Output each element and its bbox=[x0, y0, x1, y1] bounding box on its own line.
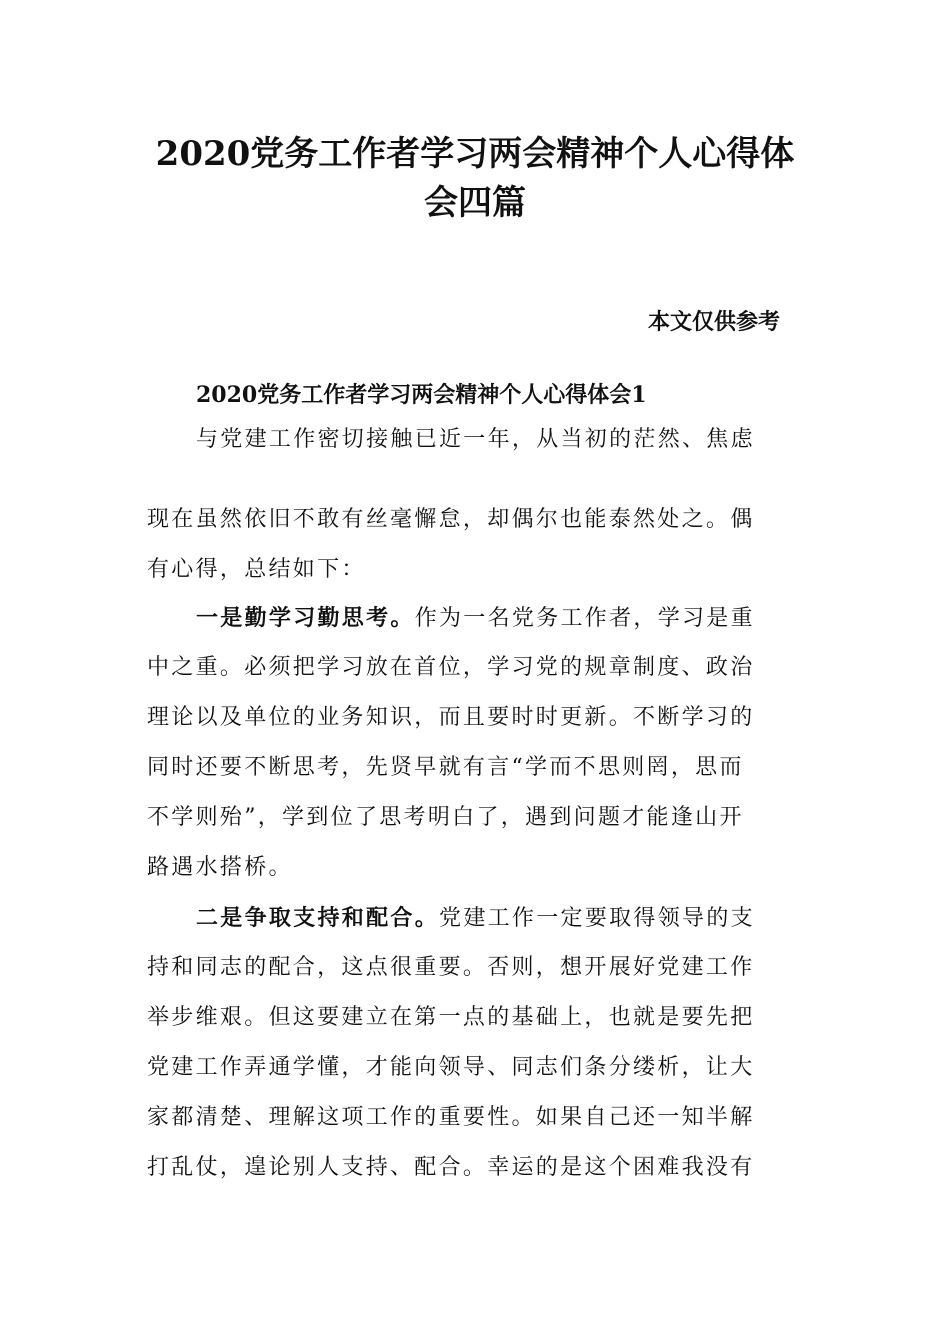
point-lead: 二是争取支持和配合。 bbox=[196, 905, 440, 931]
body-line: 同时还要不断思考，先贤早就有言“学而不思则罔，思而 bbox=[147, 755, 744, 780]
body-line: 中之重。必须把学习放在首位，学习党的规章制度、政治 bbox=[147, 655, 755, 680]
body-line: 现在虽然依旧不敢有丝毫懈怠，却偶尔也能泰然处之。偶 bbox=[147, 507, 755, 532]
section-heading: 2020党务工作者学习两会精神个人心得体会1 bbox=[196, 382, 647, 408]
body-line: 不学则殆”，学到位了思考明白了，遇到问题才能逢山开 bbox=[147, 805, 744, 830]
body-line: 举步维艰。但这要建立在第一点的基础上，也就是要先把 bbox=[147, 1005, 755, 1030]
body-line: 理论以及单位的业务知识，而且要时时更新。不断学习的 bbox=[147, 705, 755, 730]
point-lead: 一是勤学习勤思考。 bbox=[196, 605, 415, 631]
document-title-line-2: 会四篇 bbox=[424, 183, 526, 223]
body-line: 一是勤学习勤思考。作为一名党务工作者，学习是重 bbox=[196, 605, 755, 631]
body-line: 打乱仗，遑论别人支持、配合。幸运的是这个困难我没有 bbox=[147, 1155, 755, 1180]
body-line: 家都清楚、理解这项工作的重要性。如果自己还一知半解 bbox=[147, 1105, 755, 1130]
body-line: 有心得，总结如下： bbox=[147, 557, 366, 582]
body-line: 二是争取支持和配合。党建工作一定要取得领导的支 bbox=[196, 905, 755, 931]
body-line: 党建工作弄通学懂，才能向领导、同志们条分缕析，让大 bbox=[147, 1055, 755, 1080]
body-line: 持和同志的配合，这点很重要。否则，想开展好党建工作 bbox=[147, 955, 755, 980]
body-line: 路遇水搭桥。 bbox=[147, 855, 293, 880]
document-title-line-1: 2020党务工作者学习两会精神个人心得体 bbox=[155, 134, 795, 174]
reference-note: 本文仅供参考 bbox=[647, 309, 780, 335]
body-line: 与党建工作密切接触已近一年，从当初的茫然、焦虑 bbox=[196, 427, 755, 452]
